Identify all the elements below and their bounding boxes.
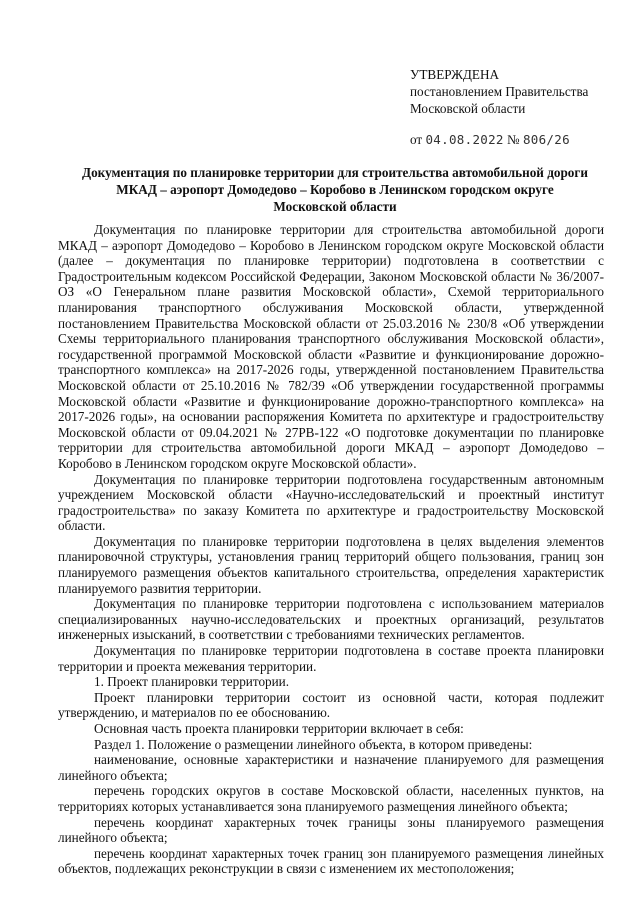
approval-block xyxy=(410,66,630,148)
paragraph: Основная часть проекта планировки территории включает в себя: xyxy=(94,721,464,736)
document-body xyxy=(58,222,604,877)
paragraph: Раздел 1. Положение о размещении линейного объекта, в котором приведены: xyxy=(94,736,533,752)
approval-number-label: № xyxy=(507,132,520,147)
title-line-1: Документация по планировке территории для строительства автомобильной дороги xyxy=(82,165,588,180)
approval-date-number xyxy=(410,131,630,148)
approval-date: 04.08.2022 xyxy=(425,132,504,147)
paragraph: перечень городских округов в составе Московской области, населенных пунктов, на территориях которых устанавливается зона планируемого размещения линейного объекта; xyxy=(58,783,604,814)
approval-heading: УТВЕРЖДЕНА xyxy=(410,67,500,82)
paragraph: Проект планировки территории состоит из основной части, которая подлежит утверждению, и материалов по ее обоснованию. xyxy=(58,689,604,721)
paragraph: перечень координат характерных точек границ зон планируемого размещения линейных объектов, подлежащих реконструкции в связи с изменением их местоположения; xyxy=(58,845,604,877)
approval-region-line: Московской области xyxy=(410,101,526,116)
paragraph: Документация по планировке территории подготовлена с использованием материалов специализированных научно-исследовательских и проектных организаций, результатов инженерных изысканий, в соответствии с требованиями технических регламентов. xyxy=(58,596,604,643)
title-line-2: МКАД – аэропорт Домодедово – Коробово в Ленинском городском округе xyxy=(116,182,554,197)
approval-number: 806/26 xyxy=(522,132,570,147)
paragraph: Документация по планировке территории подготовлена в целях выделения элементов планировочной структуры, установления границ территорий общего пользования, границ зон планируемого размещения объектов капитального строительства, определения характеристик планируемого развития территории. xyxy=(58,533,604,596)
approval-from-label: от xyxy=(410,132,423,147)
approval-authority-line: постановлением Правительства xyxy=(410,84,589,99)
paragraph: перечень координат характерных точек границы зоны планируемого размещения линейного объекта; xyxy=(58,814,604,846)
paragraph: Документация по планировке территории подготовлена в составе проекта планировки территории и проекта межевания территории. xyxy=(58,643,604,674)
paragraph: Документация по планировке территории подготовлена государственным автономным учреждением Московской области «Научно-исследовательский и проектный институт градостроительства» по заказу Комитета по архитектуре и градостроительству Московской области. xyxy=(58,471,604,534)
document-title xyxy=(70,164,600,215)
paragraph: 1. Проект планировки территории. xyxy=(94,674,290,690)
paragraph: наименование, основные характеристики и назначение планируемого для размещения линейного объекта; xyxy=(58,752,604,783)
paragraph: Документация по планировке территории для строительства автомобильной дороги МКАД – аэропорт Домодедово – Коробово в Ленинском городском округе Московской области (далее – документация по планировке территории) подготовлена в соответствии с Градостроительным кодексом Российской Федерации, Законом Московской области № 36/2007-ОЗ «О Генеральном плане развития Московской области», Схемой территориального планирования транспортного обслуживания Московской области, утвержденной постановлением Правительства Московской области от 25.03.2016 № 230/8 «Об утверждении Схемы территориального планирования транспортного обслуживания Московской области», государственной программой Московской области «Развитие и функционирование дорожно-транспортного комплекса» на 2017-2026 годы, утвержденной постановлением Правительства Московской области от 25.10.2016 № 782/39 «Об утверждении государственной программы Московской области «Развитие и функционирование дорожно-транспортного комплекса» на 2017-2026 годы», на основании распоряжения Комитета по архитектуре и градостроительству Московской области от 09.04.2021 № 27РВ-122 «О подготовке документации по планировке территории для строительства автомобильной дороги МКАД – аэропорт Домодедово – Коробово в Ленинском городском округе Московской области». xyxy=(58,222,604,471)
title-line-3: Московской области xyxy=(273,199,397,214)
